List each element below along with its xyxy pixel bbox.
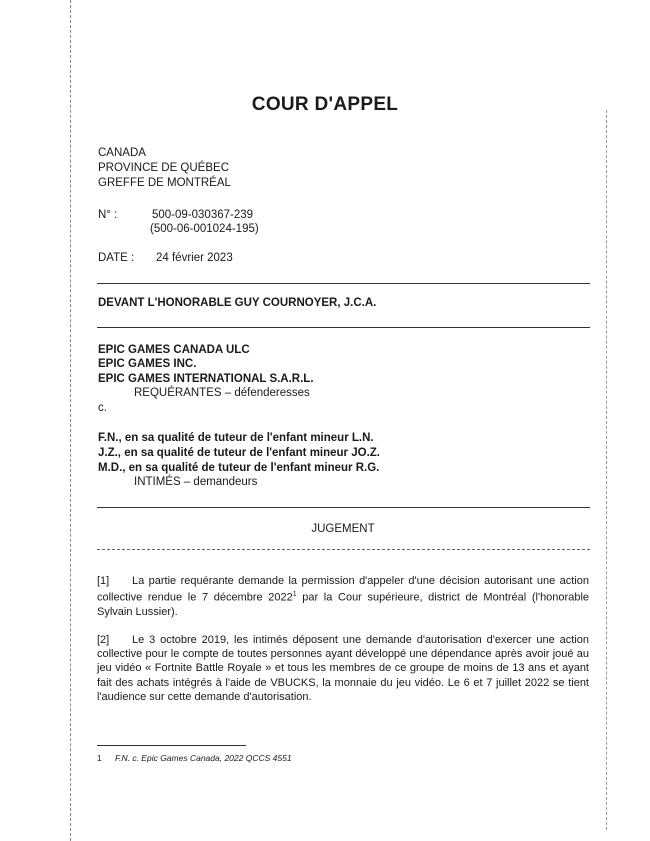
divider [97,549,590,550]
respondent-line: M.D., en sa qualité de tuteur de l'enfant mineur R.G. [98,462,380,474]
respondent-line: F.N., en sa qualité de tuteur de l'enfant mineur L.N. [98,432,374,444]
paragraph-text: Le 3 octobre 2019, les intimés déposent une demande d'autorisation d'exercer une action collective pour le compte de toutes personnes ayant développé une dépendance après avoir joué au jeu vidéo « Fortnite Battle Royale » et tous les membres de ce groupe de moins de 13 ans et ayant fait des achats intégrés à l'aide de VBUCKS, la monnaie du jeu vidéo. Le 6 et 7 juillet 2022 se tient l'audience sur cette demande d'autorisation. [97,634,589,703]
file-number: 500-09-030367-239 [152,209,254,221]
respondent-line: J.Z., en sa qualité de tuteur de l'enfant mineur JO.Z. [98,447,380,459]
footnote-number: 1 [97,753,102,763]
divider [97,283,590,284]
footnote-separator [97,745,246,746]
appellants-role: REQUÉRANTES – défenderesses [134,387,310,399]
appellant-name: EPIC GAMES INTERNATIONAL S.A.R.L. [98,373,314,385]
paragraph-text-continued: par la Cour supérieure, district de Montréal (l'honorable Sylvain Lussier). [97,591,589,619]
file-number-label: N° : [98,209,118,221]
paragraph-2 [97,633,589,704]
paragraph-text: La partie requérante demande la permission d'appeler d'une décision autorisant une action collective rendue le 7 décembre 2022 [97,575,589,604]
respondents-role: INTIMÉS – demandeurs [134,476,258,488]
page-title: COUR D'APPEL [251,94,399,115]
divider [97,327,590,328]
footnote [97,753,292,763]
footnote-text: F.N. c. Epic Games Canada, 2022 QCCS 4551 [115,753,292,763]
appellant-name: EPIC GAMES CANADA ULC [98,344,250,356]
section-heading: JUGEMENT [311,523,375,535]
right-margin-line [606,110,607,830]
date-value: 24 février 2023 [156,252,233,264]
jurisdiction-registry: GREFFE DE MONTRÉAL [98,177,231,189]
paragraph-1 [97,574,589,619]
versus: c. [98,402,107,414]
divider [97,507,590,508]
footnote-ref[interactable]: 1 [292,591,297,599]
paragraph-number: [1] [97,575,110,587]
jurisdiction-country: CANADA [98,147,146,159]
paragraph-number: [2] [97,634,110,646]
judge-line: DEVANT L'HONORABLE GUY COURNOYER, J.C.A. [98,297,377,309]
jurisdiction-province: PROVINCE DE QUÉBEC [98,162,229,174]
file-number-original: (500-06-001024-195) [150,223,259,235]
left-margin-line [70,0,71,841]
date-label: DATE : [98,252,135,264]
appellant-name: EPIC GAMES INC. [98,358,197,370]
